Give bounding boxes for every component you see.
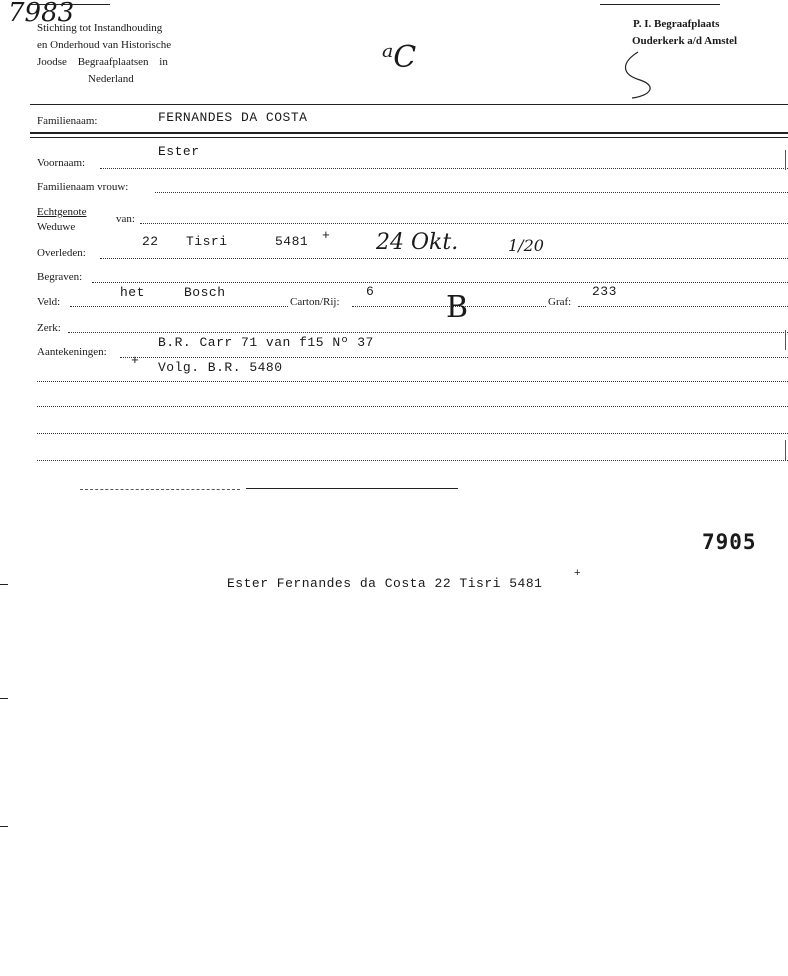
summary-mark: + [574, 568, 582, 580]
voornaam-label: Voornaam: [37, 157, 86, 169]
aantekeningen-line-1: B.R. Carr 71 van f15 Nº 37 [158, 335, 374, 350]
weduwe-label: Weduwe [37, 221, 76, 233]
overleden-day: 22 [142, 234, 159, 249]
graf-value: 233 [592, 284, 617, 299]
veld-label: Veld: [37, 296, 61, 308]
aantekeningen-line-2: Volg. B.R. 5480 [158, 360, 283, 375]
familienaam-value: FERNANDES DA COSTA [158, 110, 308, 125]
begraven-label: Begraven: [37, 271, 83, 283]
aantekeningen-label: Aantekeningen: [37, 346, 107, 358]
voornaam-value: Ester [158, 144, 200, 159]
b-handwritten-mark: B [446, 290, 469, 325]
veld-value-1: het [120, 285, 145, 300]
org-line-3: Joodse Begraafplaatsen in [37, 56, 168, 68]
org-line-2: en Onderhoud van Historische [37, 39, 172, 51]
overleden-mark: + [322, 228, 331, 243]
overleden-year: 5481 [275, 234, 309, 249]
cemetery-line-2: Ouderkerk a/d Amstel [632, 35, 738, 47]
center-handwritten-mark: ᵃC [382, 40, 417, 75]
van-label: van: [116, 213, 135, 225]
aantekeningen-mark: + [131, 353, 140, 368]
familienaam-vrouw-label: Familienaam vrouw: [37, 181, 129, 193]
overleden-month: Tisri [186, 234, 228, 249]
overleden-handwritten-code: 1/20 [508, 236, 544, 255]
overleden-label: Overleden: [37, 247, 86, 259]
org-line-4: Nederland [88, 73, 134, 85]
veld-value-2: Bosch [184, 285, 226, 300]
echtgenote-label: Echtgenote [37, 206, 87, 218]
handwritten-curve-mark [620, 50, 660, 100]
overleden-handwritten-date: 24 Okt. [376, 230, 459, 255]
carton-rij-label: Carton/Rij: [290, 296, 340, 308]
familienaam-label: Familienaam: [37, 115, 98, 127]
cemetery-line-1: P. I. Begraafplaats [633, 18, 720, 30]
carton-rij-value: 6 [366, 284, 375, 299]
card-number-handwritten: 7983 [8, 0, 75, 28]
summary-line: Ester Fernandes da Costa 22 Tisri 5481 [227, 576, 543, 591]
org-line-1: Stichting tot Instandhouding [37, 22, 163, 34]
graf-label: Graf: [548, 296, 572, 308]
stamp-number: 7905 [702, 530, 757, 554]
zerk-label: Zerk: [37, 322, 61, 334]
